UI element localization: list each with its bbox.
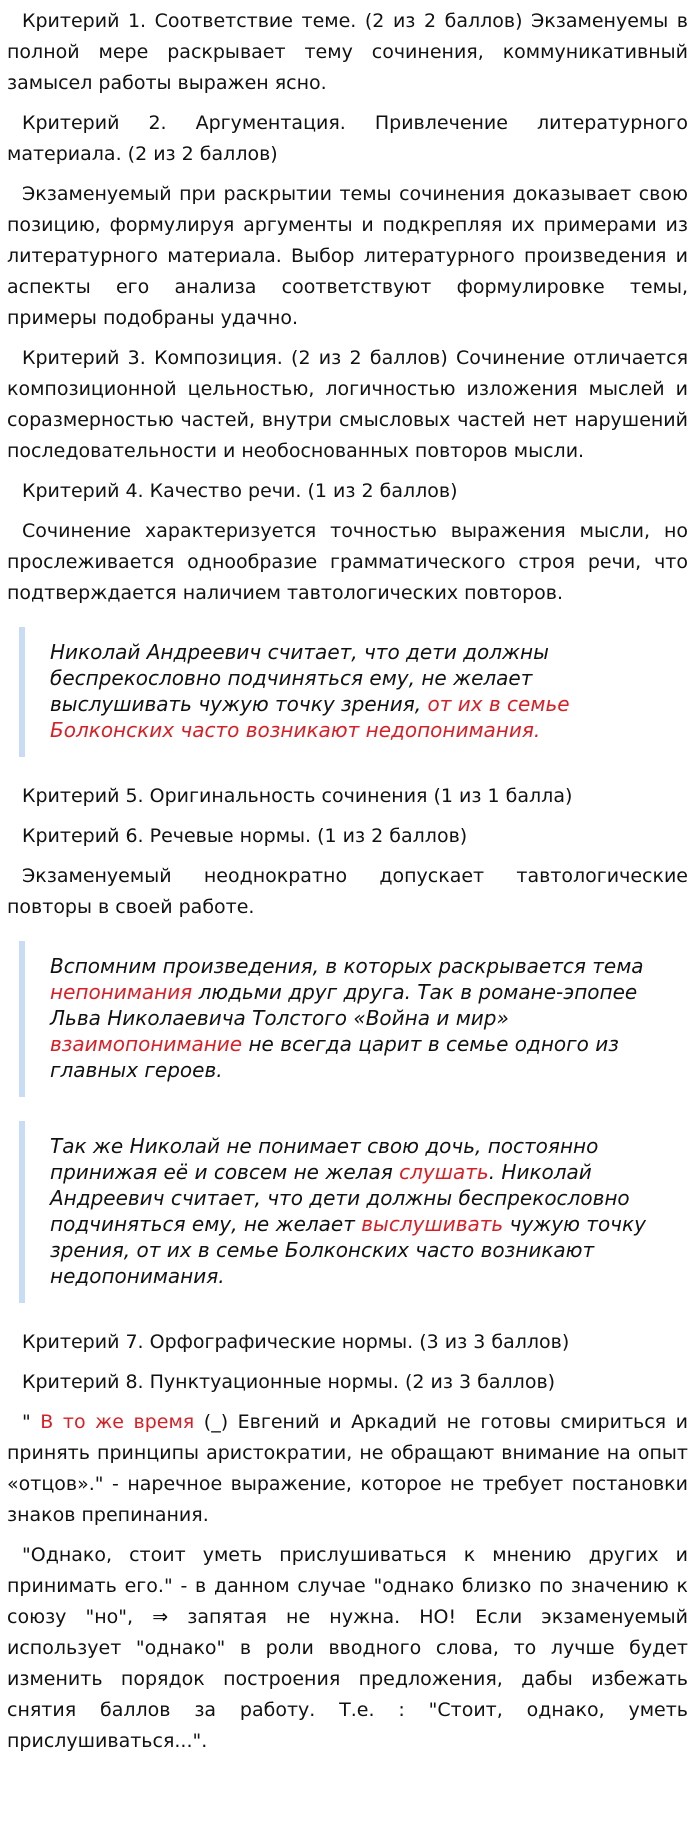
quote-text: не всегда царит в семье одного из главных героев. xyxy=(50,1032,619,1082)
criterion-8-comment-2: "Однако, стоит уметь прислушиваться к мнению других и принимать его." - в данном случае "однако близко по значению к союзу "но", ⇒ запятая не нужна. НО! Если экзаменуемый использует "однако" в роли вводного слова, то лучше будет изменить порядок построения предложения, дабы избежать снятия баллов за работу. Т.е. : "Стоит, однако, уметь прислушиваться...". xyxy=(7,1544,688,1752)
quote-text: . Николай Андреевич считает, что дети должны беспрекословно подчиняться ему, не желает xyxy=(50,1160,630,1236)
quote-highlight: взаимопонимание xyxy=(50,1032,243,1056)
criterion-8: Критерий 8. Пунктуационные нормы. (2 из 3 баллов) xyxy=(22,1371,556,1393)
quote-tautology-1 xyxy=(19,627,688,757)
quote-mark: " xyxy=(22,1411,41,1433)
criterion-4: Критерий 4. Качество речи. (1 из 2 баллов) xyxy=(22,480,458,502)
quote-highlight: слушать xyxy=(399,1160,489,1184)
quote-tautology-3 xyxy=(19,1121,688,1303)
criterion-6: Критерий 6. Речевые нормы. (1 из 2 баллов) xyxy=(22,825,468,847)
quote-text: людьми друг друга. Так в романе-эпопее Льва Николаевича Толстого «Война и мир» xyxy=(50,980,638,1030)
criterion-1: Критерий 1. Соответствие теме. (2 из 2 баллов) Экзаменуемы в полной мере раскрывает тему сочинения, коммуникативный замысел работы выражен ясно. xyxy=(7,10,688,94)
quote-highlight: выслушивать xyxy=(361,1212,504,1236)
criterion-3: Критерий 3. Композиция. (2 из 2 баллов) Сочинение отличается композиционной цельностью, логичностью изложения мыслей и соразмерностью частей, внутри смысловых частей нет нарушений последовательности и необоснованных повторов мысли. xyxy=(7,347,688,462)
criterion-8-comment-1 xyxy=(7,1407,688,1531)
comment-text: (_) Евгений и Аркадий не готовы смириться и принять принципы аристократии, не обращают внимание на опыт «отцов»." - наречное выражение, которое не требует постановки знаков препинания. xyxy=(7,1411,688,1526)
quote-highlight: непонимания xyxy=(50,980,193,1004)
criterion-6-comment: Экзаменуемый неоднократно допускает тавтологические повторы в своей работе. xyxy=(7,865,688,918)
criterion-2-comment: Экзаменуемый при раскрытии темы сочинения доказывает свою позицию, формулируя аргументы и подкрепляя их примерами из литературного материала. Выбор литературного произведения и аспекты его анализа соответствуют формулировке темы, примеры подобраны удачно. xyxy=(7,183,688,329)
criterion-2: Критерий 2. Аргументация. Привлечение литературного материала. (2 из 2 баллов) xyxy=(7,112,688,165)
quote-text: чужую точку зрения, от их в семье Болконских часто возникают недопонимания. xyxy=(50,1212,646,1288)
quote-text: Николай Андреевич считает, что дети должны беспрекословно подчиняться ему, не желает выслушивать чужую точку зрения, xyxy=(50,640,549,716)
phrase-highlight: В то же время xyxy=(40,1411,195,1433)
criterion-5: Критерий 5. Оригинальность сочинения (1 из 1 балла) xyxy=(22,785,573,807)
quote-tautology-2 xyxy=(19,941,688,1097)
quote-text: Так же Николай не понимает свою дочь, постоянно принижая её и совсем не желая xyxy=(50,1134,599,1184)
quote-text: Вспомним произведения, в которых раскрывается тема xyxy=(50,954,644,978)
criterion-7: Критерий 7. Орфографические нормы. (3 из 3 баллов) xyxy=(22,1331,570,1353)
criterion-4-comment: Сочинение характеризуется точностью выражения мысли, но прослеживается однообразие грамматического строя речи, что подтверждается наличием тавтологических повторов. xyxy=(7,520,688,604)
quote-highlight: от их в семье Болконских часто возникают недопонимания. xyxy=(50,692,570,742)
